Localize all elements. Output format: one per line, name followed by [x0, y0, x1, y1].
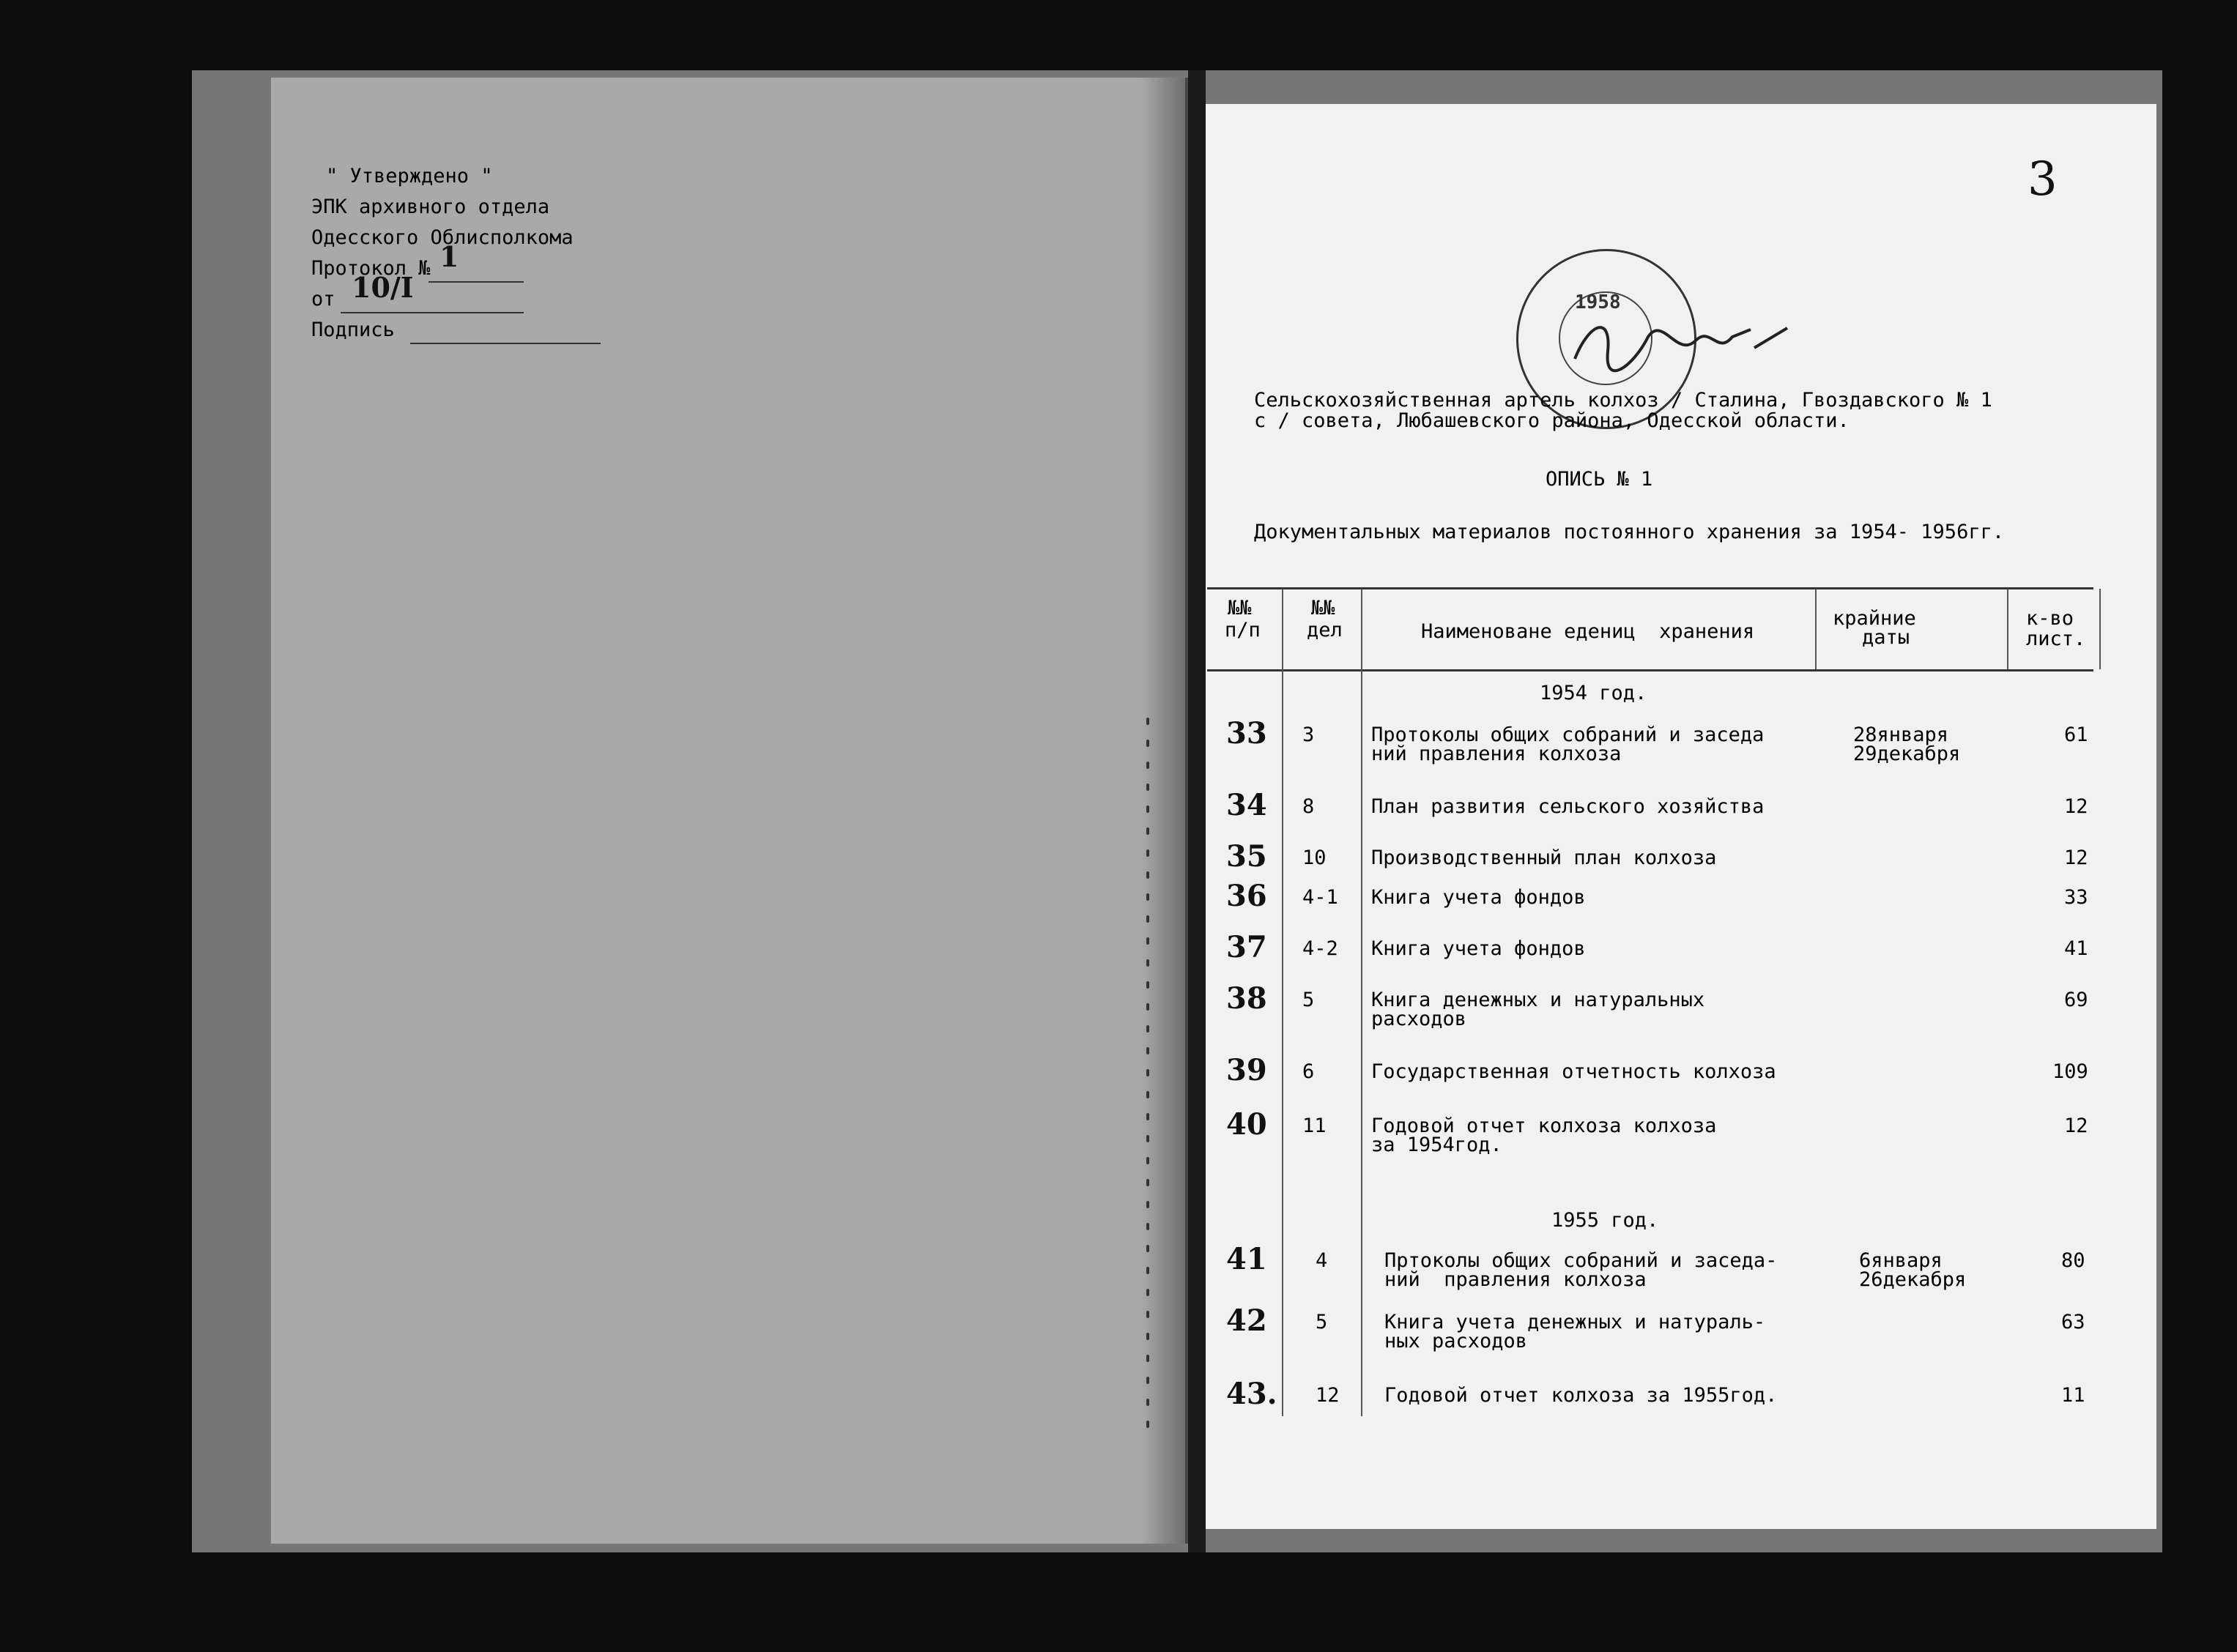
col-num-a: №№: [1228, 597, 1252, 620]
row-item-name: Годовой отчет колхоза за 1955год.: [1384, 1384, 1778, 1407]
row-number-handwritten: 36: [1226, 879, 1267, 913]
row-case-number: 5: [1302, 989, 1315, 1011]
col-count-a: к-во: [2026, 607, 2074, 630]
row-item-name-cont: ний правления колхоза: [1384, 1268, 1647, 1291]
perforation-hole: [1146, 740, 1149, 747]
perforation-hole: [1146, 1135, 1149, 1142]
perforation-hole: [1146, 1047, 1149, 1054]
column-divider-5: [2099, 589, 2101, 669]
perforation-hole: [1146, 805, 1149, 813]
col-num-b: п/п: [1225, 619, 1261, 641]
row-case-number: 5: [1316, 1311, 1328, 1333]
section-year: 1954 год.: [1540, 682, 1647, 704]
perforation-hole: [1146, 1003, 1149, 1011]
approval-line1: ЭПК архивного отдела: [311, 196, 550, 218]
row-number-handwritten: 42: [1226, 1303, 1267, 1338]
row-item-name: Производственный план колхоза: [1371, 847, 1717, 869]
row-item-name-cont: ных расходов: [1384, 1330, 1528, 1353]
row-sheet-count: 109: [2052, 1060, 2088, 1083]
perforation-hole: [1146, 1311, 1149, 1318]
row-sheet-count: 61: [2064, 723, 2088, 746]
row-sheet-count: 12: [2064, 1115, 2088, 1137]
protocol-number: 1: [439, 240, 459, 273]
row-number-handwritten: 37: [1226, 930, 1267, 964]
column-divider-3: [1815, 589, 1817, 669]
row-number-handwritten: 38: [1226, 981, 1267, 1016]
perforation-hole: [1146, 871, 1149, 879]
row-date-end: 26декабря: [1859, 1268, 1967, 1291]
signature-label: Подпись: [311, 319, 395, 341]
perforation-hole: [1146, 1289, 1149, 1296]
approval-line2: Одесского Облисполкома: [311, 226, 574, 249]
row-item-name: Государственная отчетность колхоза: [1371, 1060, 1776, 1083]
row-item-name-cont: ний правления колхоза: [1371, 743, 1622, 765]
row-sheet-count: 12: [2064, 795, 2088, 818]
row-number-handwritten: 33: [1226, 716, 1267, 751]
row-case-number: 12: [1316, 1384, 1340, 1407]
perforation-hole: [1146, 827, 1149, 835]
row-sheet-count: 11: [2061, 1384, 2085, 1407]
perforation-hole: [1146, 718, 1149, 725]
row-sheet-count: 33: [2064, 886, 2088, 909]
row-number-handwritten: 35: [1226, 839, 1267, 874]
row-number-handwritten: 34: [1226, 788, 1267, 822]
row-case-number: 4-2: [1302, 937, 1338, 960]
inventory-title: ОПИСЬ № 1: [1546, 468, 1653, 491]
protocol-underline: [429, 281, 524, 283]
row-case-number: 10: [1302, 847, 1327, 869]
row-item-name: Годовой отчет колхоза колхоза: [1371, 1115, 1717, 1137]
col-dates-a: крайние: [1833, 607, 1916, 630]
handwritten-signature: [1568, 308, 1809, 373]
perforation-hole: [1146, 1267, 1149, 1274]
section-year: 1955 год.: [1551, 1209, 1659, 1232]
perforation-hole: [1146, 959, 1149, 967]
perforation-hole: [1146, 1157, 1149, 1164]
perforation-hole: [1146, 1355, 1149, 1362]
perforation-hole: [1146, 762, 1149, 769]
inventory-subtitle: Документальных материалов постоянного хранения за 1954- 1956гг.: [1254, 521, 2005, 543]
row-item-name: Книга учета фондов: [1371, 937, 1586, 960]
perforation-hole: [1146, 1091, 1149, 1098]
perforation-hole: [1146, 1179, 1149, 1186]
perforation-hole: [1146, 1377, 1149, 1384]
row-case-number: 11: [1302, 1115, 1327, 1137]
perforation-hole: [1146, 915, 1149, 923]
row-number-handwritten: 43.: [1226, 1377, 1277, 1411]
row-date-end: 29декабря: [1853, 743, 1961, 765]
perforation-hole: [1146, 1025, 1149, 1032]
perforation-hole: [1146, 937, 1149, 945]
col-dates-b: даты: [1862, 626, 1910, 649]
seal-year: 1958: [1575, 291, 1621, 313]
perforation-hole: [1146, 1245, 1149, 1252]
book-spine: [1188, 70, 1206, 1552]
perforation-hole: [1146, 981, 1149, 989]
row-sheet-count: 12: [2064, 847, 2088, 869]
row-sheet-count: 41: [2064, 937, 2088, 960]
row-case-number: 8: [1302, 795, 1315, 818]
row-item-name: Протоколы общих собраний и заседа: [1371, 723, 1765, 746]
row-item-name: План развития сельского хозяйства: [1371, 795, 1765, 818]
col-count-b: лист.: [2026, 628, 2086, 650]
perforation-hole: [1146, 849, 1149, 857]
row-item-name-cont: за 1954год.: [1371, 1134, 1502, 1156]
perforation-hole: [1146, 893, 1149, 901]
row-case-number: 3: [1302, 723, 1315, 746]
perforation-hole: [1146, 1421, 1149, 1428]
row-date-start: 6января: [1859, 1249, 1943, 1272]
perforation-hole: [1146, 1333, 1149, 1340]
date-label: от: [311, 288, 335, 310]
organization-line-1: Сельскохозяйственная артель колхоз / Сталина, Гвоздавского № 1: [1254, 389, 1992, 412]
row-sheet-count: 63: [2061, 1311, 2085, 1333]
table-header-rule: [1207, 669, 2093, 671]
row-item-name: Книга учета денежных и натураль-: [1384, 1311, 1766, 1333]
perforation-hole: [1146, 1113, 1149, 1120]
column-divider-2: [1361, 589, 1362, 1416]
perforation-hole: [1146, 1069, 1149, 1076]
row-item-name: Пртоколы общих собраний и заседа-: [1384, 1249, 1778, 1272]
row-case-number: 4-1: [1302, 886, 1338, 909]
perforation-hole: [1146, 1201, 1149, 1208]
row-number-handwritten: 41: [1226, 1242, 1267, 1276]
perforation-hole: [1146, 1399, 1149, 1406]
approval-title: " Утверждено ": [326, 165, 493, 187]
row-item-name: Книга учета фондов: [1371, 886, 1586, 909]
column-divider-1: [1282, 589, 1283, 1416]
organization-line-2: с / совета, Любашевского района, Одесской области.: [1254, 409, 1850, 432]
perforation-hole: [1146, 1223, 1149, 1230]
row-number-handwritten: 39: [1226, 1053, 1267, 1087]
column-divider-4: [2007, 589, 2008, 669]
row-case-number: 4: [1316, 1249, 1328, 1272]
row-item-name-cont: расходов: [1371, 1008, 1467, 1030]
protocol-label: Протокол №: [311, 257, 431, 280]
row-sheet-count: 69: [2064, 989, 2088, 1011]
row-item-name: Книга денежных и натуральных: [1371, 989, 1705, 1011]
col-name: Наименоване едениц хранения: [1421, 620, 1755, 643]
row-number-handwritten: 40: [1226, 1107, 1267, 1142]
col-del-a: №№: [1311, 597, 1335, 620]
col-del-b: дел: [1307, 619, 1343, 641]
table-top-rule: [1207, 587, 2093, 589]
perforation-hole: [1146, 784, 1149, 791]
date-value: 10/I: [352, 271, 414, 304]
row-case-number: 6: [1302, 1060, 1315, 1083]
page-number-mark: 3: [2028, 152, 2058, 206]
date-underline: [341, 312, 524, 313]
row-date-start: 28января: [1853, 723, 1949, 746]
signature-underline: [410, 343, 601, 344]
row-sheet-count: 80: [2061, 1249, 2085, 1272]
